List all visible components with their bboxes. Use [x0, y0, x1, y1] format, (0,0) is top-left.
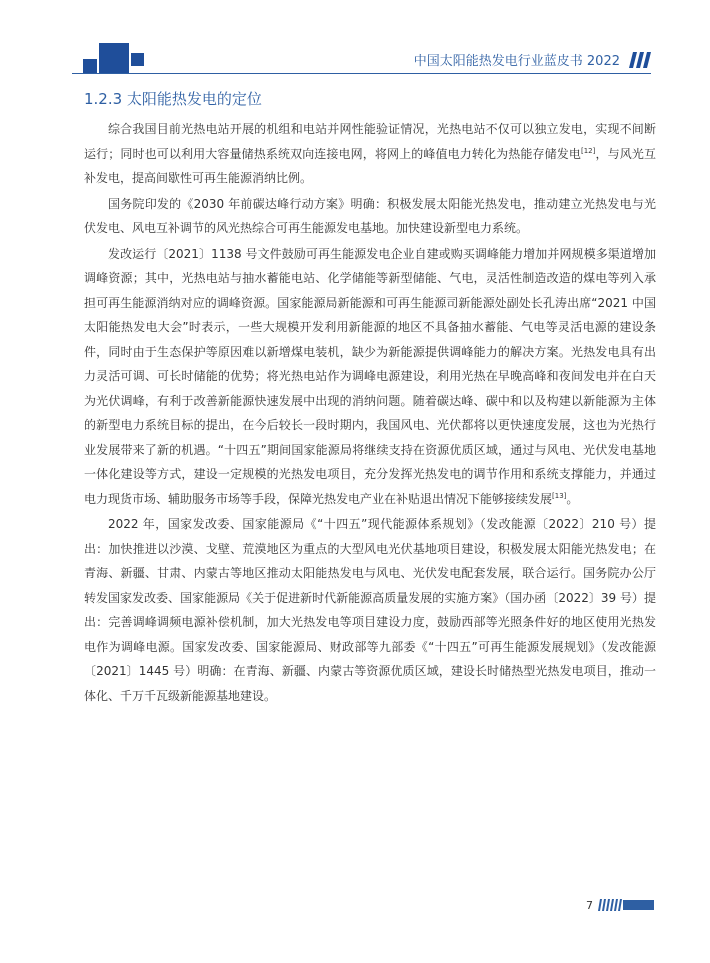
paragraph-text: 综合我国目前光热电站开展的机组和电站并网性能验证情况，光热电站不仅可以独立发电，实现不间断运行；同时也可以利用大容量储热系统双向连接电网，将网上的峰值电力转化为热能存储发电 — [84, 122, 656, 161]
logo-squares-icon — [83, 43, 155, 73]
page-number: 7 — [586, 899, 593, 912]
header-title: 中国太阳能热发电行业蓝皮书 2022 — [413, 54, 620, 69]
paragraph — [84, 192, 656, 241]
paragraph — [84, 512, 656, 708]
citation-ref: [12] — [581, 146, 596, 155]
paragraph-text: 。 — [566, 491, 579, 506]
slash-stripes-icon — [625, 52, 653, 68]
footer-stripes-icon — [596, 899, 654, 911]
paragraph-text: 发改运行〔2021〕1138 号文件鼓励可再生能源发电企业自建或购买调峰能力增加并网规模多渠道增加调峰资源；其中，光热电站与抽水蓄能电站、化学储能等新型储能、气电，灵活性制造改造的煤电等列入承担可再生能源消纳对应的调峰资源。国家能源局新能源和可再生能源司新能源处副处长孔涛出席“2021 中国太阳能热发电大会”时表示，一些大规模开发利用新能源的地区不具备抽水蓄能、气电等灵活电源的建设条件，同时由于生态保护等原因难以新增煤电装机，缺少为新能源提供调峰能力的解决方案。光热发电具有出力灵活可调、可长时储能的优势；将光热电站作为调峰电源建设，利用光热在早晚高峰和夜间发电并在白天为光伏调峰，有利于改善新能源快速发展中出现的消纳问题。随着碳达峰、碳中和以及构建以新能源为主体的新型电力系统目标的提出，在今后较长一段时期内，我国风电、光伏都将以更快速度发展，这也为光热行业发展带来了新的机遇。“十四五”期间国家能源局将继续支持在资源优质区域，通过与风电、光伏发电基地一体化建设等方式，建设一定规模的光热发电项目，充分发挥光热发电的调节作用和系统支撑能力，并通过电力现货市场、辅助服务市场等手段，保障光热发电产业在补贴退出情况下能够接续发展 — [84, 246, 656, 506]
paragraph — [84, 117, 656, 191]
header-rule — [72, 73, 651, 74]
paragraph — [84, 242, 656, 512]
paragraph-text: 国务院印发的《2030 年前碳达峰行动方案》明确：积极发展太阳能光热发电，推动建立光热发电与光伏发电、风电互补调节的风光热综合可再生能源发电基地。加快建设新型电力系统。 — [84, 196, 656, 235]
body-text — [84, 117, 656, 709]
paragraph-text: ，与风光互补发电，提高间歇性可再生能源消纳比例。 — [84, 146, 656, 185]
paragraph-text: 2022 年，国家发改委、国家能源局《“十四五”现代能源体系规划》（发改能源〔2022〕210 号）提出：加快推进以沙漠、戈壁、荒漠地区为重点的大型风电光伏基地项目建设，积极发展太阳能光热发电；在青海、新疆、甘肃、内蒙古等地区推动太阳能热发电与风电、光伏发电配套发展，联合运行。国务院办公厅转发国家发改委、国家能源局《关于促进新时代新能源高质量发展的实施方案》（国办函〔2022〕39 号）提出：完善调峰调频电源补偿机制，加大光热发电等项目建设力度，鼓励西部等光照条件好的地区使用光热发电作为调峰电源。国家发改委、国家能源局、财政部等九部委《“十四五”可再生能源发展规划》（发改能源〔2021〕1445 号）明确：在青海、新疆、内蒙古等资源优质区域，建设长时储热型光热发电项目，推动一体化、千万千瓦级新能源基地建设。 — [84, 517, 656, 703]
section-title: 1.2.3 太阳能热发电的定位 — [84, 90, 262, 108]
citation-ref: [13] — [552, 491, 567, 500]
